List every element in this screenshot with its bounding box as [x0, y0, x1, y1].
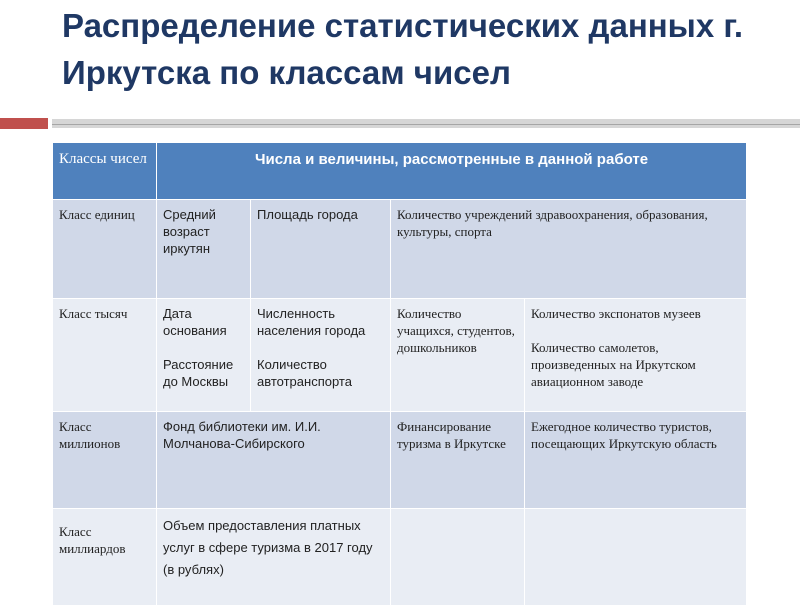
table-row — [53, 412, 747, 509]
table-cell: Финансирование туризма в Иркутске — [391, 412, 525, 509]
table-cell: Средний возраст иркутян — [157, 200, 251, 299]
table-cell: Количество учреждений здравоохранения, образования, культуры, спорта — [391, 200, 747, 299]
table-cell — [525, 299, 747, 412]
row-class-label: Класс миллионов — [53, 412, 157, 509]
table-cell-empty — [391, 509, 525, 606]
divider-line — [52, 124, 800, 125]
table-cell — [251, 299, 391, 412]
row-class-label: Класс тысяч — [53, 299, 157, 412]
slide-title: Распределение статистических данных г. Иркутска по классам чисел — [62, 7, 743, 91]
table-header-row — [53, 143, 747, 200]
cell-line: Количество самолетов, произведенных на Иркутском авиационном заводе — [531, 340, 696, 389]
cell-line: Дата основания — [163, 306, 227, 338]
cell-line: Расстояние до Москвы — [163, 357, 234, 389]
table-cell: Площадь города — [251, 200, 391, 299]
cell-line: Количество автотранспорта — [257, 357, 352, 389]
table-row — [53, 509, 747, 606]
table-cell: Фонд библиотеки им. И.И. Молчанова-Сибирского — [157, 412, 391, 509]
cell-line: Количество экспонатов музеев — [531, 306, 701, 321]
number-classes-table — [52, 142, 747, 606]
table-cell: Объем предоставления платных услуг в сфере туризма в 2017 году (в рублях) — [157, 509, 391, 606]
accent-bar — [0, 118, 48, 129]
row-class-label: Класс миллиардов — [53, 509, 157, 606]
cell-line: Численность населения города — [257, 306, 366, 338]
table-row — [53, 200, 747, 299]
table-cell: Ежегодное количество туристов, посещающих Иркутскую область — [525, 412, 747, 509]
table-cell — [157, 299, 251, 412]
table-cell-empty — [525, 509, 747, 606]
header-classes: Классы чисел — [53, 143, 157, 200]
header-numbers: Числа и величины, рассмотренные в данной работе — [157, 143, 747, 200]
table-cell: Количество учащихся, студентов, дошкольников — [391, 299, 525, 412]
row-class-label: Класс единиц — [53, 200, 157, 299]
table-row — [53, 299, 747, 412]
